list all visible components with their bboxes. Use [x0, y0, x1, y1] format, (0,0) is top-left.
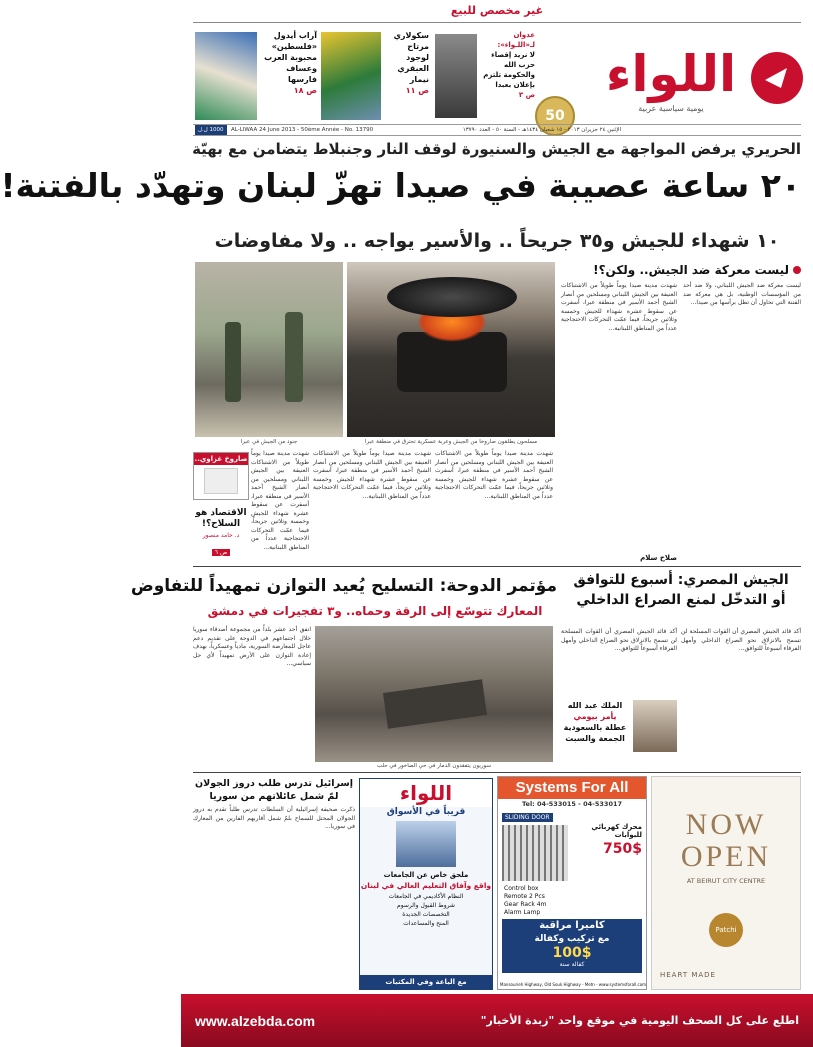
teaser-2-text [385, 30, 429, 96]
footer-site-link[interactable]: www.alzebda.com [195, 1012, 316, 1029]
israel-body: ذكرت صحيفة إسرائيلية أن السلطات تدرس طلباً تقدم به دروز الجولان المحتل للسماح بلمّ شمل أقاربهم الفارين من المعارك في سوريا... [193, 806, 355, 830]
teaser-2-page: ص ١١ [405, 86, 429, 95]
systems-ad-title: Systems For All [498, 777, 646, 799]
systems-camera-block [502, 919, 642, 973]
teaser-2-photo [321, 32, 381, 120]
saudi-line3: عطلة بالسعودية [563, 723, 627, 732]
teaser-3-line: «فلسطين» [271, 42, 317, 51]
systems-feature: Alarm Lamp [504, 909, 541, 916]
editorial-marker-icon [793, 266, 801, 274]
soldiers-photo [195, 262, 343, 437]
footer-promo: اطلع على كل الصحف اليومية في موقع واحد "زبدة الأخبار" [480, 1014, 799, 1027]
liwaa-ad-photo [396, 821, 456, 867]
israel-title2: لمّ شمل عائلاتهم من سوريا [209, 791, 339, 802]
systems-ad [497, 776, 647, 990]
camera-ad-price: 100$ [552, 945, 592, 961]
saudi-line2: يأمر بيومي [573, 712, 617, 721]
heartmade-text: HEART MADE [660, 971, 716, 979]
soldiers-photo-caption: جنود من الجيش في عبرا [240, 439, 298, 445]
liwaa-ad-item: النظام الأكاديمي في الجامعات [388, 893, 464, 900]
headline-kicker: الحريري يرفض المواجهة مع الجيش والسنيورة لوقف النار وجنبلاط يتضامن مع بهيّة [192, 140, 801, 158]
now-open-word1: NOW [685, 808, 767, 841]
teaser-3-line: وعساف [286, 64, 317, 73]
not-for-sale-banner [181, 4, 813, 20]
main-headline: ٢٠ ساعة عصيبة في صيدا تهزّ لبنان وتهدّد بالفتنة! [0, 166, 801, 205]
army-story-column-1: أكد قائد الجيش المصري أن القوات المسلحة لن تسمح بالانزلاق نحو الصراع الداخلي وأمهل الفرقاء أسبوعاً للتوافق... [681, 628, 801, 652]
teaser-1-page: ص ٣ [518, 91, 535, 99]
teaser-2-title: سكولاري [393, 31, 429, 40]
news-column-2: شهدت مدينة صيدا يوماً طويلاً من الاشتباكات العنيفة بين الجيش اللبناني ومسلحين من أنصار الشيخ أحمد الأسير في منطقة عبرا، أسفرت عن سقوط عشرة شهداء للجيش وخمسة وثلاثين جريحاً، فيما عمّت التحركات الاحتجاجية عدداً من المناطق اللبنانية... [313, 450, 431, 500]
dateline-bar [193, 124, 801, 136]
cartoon-title: صاروخ غزاوي.. [194, 455, 248, 463]
teaser-1-text [479, 30, 535, 100]
liwaa-ad-item: التخصصات الجديدة [402, 911, 450, 918]
editorial [561, 262, 801, 562]
now-open-word2: OPEN [680, 840, 772, 873]
systems-feature: Control box [504, 885, 539, 892]
logo-tagline: يومية سياسية عربية [638, 104, 704, 113]
liwaa-ad-item: المنح والمساعدات [403, 920, 449, 927]
israel-title: إسرائيل تدرس طلب دروز الجولان [195, 778, 353, 789]
teaser-2-line: نيمار [409, 75, 429, 84]
saudi-text [561, 700, 633, 756]
news-column-1: شهدت مدينة صيدا يوماً طويلاً من الاشتباكات العنيفة بين الجيش اللبناني ومسلحين من أنصار الشيخ أحمد الأسير في منطقة عبرا، أسفرت عن سقوط عشرة شهداء للجيش وخمسة وثلاثين جريحاً، فيما عمّت التحركات الاحتجاجية عدداً من المناطق اللبنانية... [435, 450, 553, 500]
teaser-3-photo [195, 32, 257, 120]
economy-title: الاقتصاد هو السلاح؟! [195, 508, 247, 529]
dateline-arabic: الإثنين ٢٤ حزيران ٢٠١٣ - ١٥ شعبان ١٤٣٤هـ - السنة ٥٠ - العدد ١٣٧٩٠ [462, 127, 621, 133]
camera-ad-note: كفالة سنة [559, 961, 585, 968]
liwaa-ad-item: شروط القبول والرسوم [397, 902, 455, 909]
editorial-byline: صلاح سلام [640, 554, 677, 562]
teaser-1-photo [435, 34, 477, 118]
cartoon-drawing [204, 468, 238, 494]
systems-ad-features [504, 885, 546, 917]
liwaa-ad [359, 778, 493, 990]
teaser-1-line: لا نريد إقصاء حزب الله [491, 51, 535, 69]
camera-ad-sub: مع تركيب وكفالة [534, 934, 610, 944]
economy-box [193, 508, 249, 564]
army-story-title2: أو التدخّل لمنع الصراع الداخلي [576, 592, 786, 608]
israel-story [193, 778, 355, 988]
teaser-3-title: آراب أيدول [273, 31, 317, 40]
now-open-ad [651, 776, 801, 990]
economy-page: ص ٦ [212, 549, 230, 556]
army-story [561, 572, 801, 624]
dateline-latin: AL-LIWAA 24 June 2013 - 50ème Année - No. 13790 [231, 127, 374, 133]
camera-ad-title: كاميرا مراقبة [539, 920, 605, 931]
footer-banner [181, 994, 813, 1047]
logo-wordmark: اللواء [605, 45, 737, 103]
doha-headline: مؤتمر الدوحة: التسليح يُعيد التوازن تمهيداً للتفاوض [130, 576, 557, 596]
editorial-body: ليست معركة ضد الجيش اللبناني، ولا ضد أحد من المؤسسات الوطنية، بل هي معركة ضد الفتنة التي تحاول أن تطل برأسها من صيدا... [683, 282, 801, 306]
patchi-name: Patchi [715, 926, 737, 934]
saudi-line1: الملك عبد الله [567, 701, 623, 710]
army-story-title: الجيش المصري: أسبوع للتوافق [573, 572, 789, 588]
headline-sub: ١٠ شهداء للجيش و٣٥ جريحاً .. والأسير يواجه .. ولا مفاوضات [214, 230, 780, 252]
teaser-3-line: فارسها [288, 75, 317, 84]
systems-feature: Remote 2 Pcs [504, 893, 545, 900]
now-open-location: AT BEIRUT CITY CENTRE [686, 877, 766, 885]
anniversary-number: 50 [545, 108, 565, 124]
liwaa-ad-tagline: قريباً في الأسواق [386, 807, 466, 817]
teaser-2-line: العبقري [397, 64, 429, 73]
cartoon-box [193, 452, 249, 500]
doha-column: اتفق أحد عشر بلداً من مجموعة أصدقاء سوريا خلال اجتماعهم في الدوحة على تقديم دعم عاجل للمعارضة السورية، مادياً وعسكرياً، بهدف إعادة التوازن على الأرض تمهيداً لأي حل سياسي... [193, 626, 311, 667]
liwaa-ad-sub: ملحق خاص عن الجامعات [383, 871, 469, 879]
teaser-2-line: مرتاح [407, 42, 429, 51]
patchi-logo [709, 913, 743, 947]
tank-photo-caption: مسلحون يطلقون صاروخا من الجيش وعربة عسكرية تحترق في منطقة عبرا [364, 439, 538, 445]
systems-feature: Gear Rack 4m [504, 901, 547, 908]
teaser-1-title: عدوان لـ«اللـواء»: [497, 31, 535, 49]
masthead-logo [581, 30, 805, 120]
editorial-header [561, 262, 801, 278]
teaser-2-line: لوجود [406, 53, 429, 62]
not-for-sale-text: غير مخصص للبيع [450, 4, 544, 17]
doha-subheadline: المعارك تتوسّع إلى الرقة وحماه.. و٣ تفجيرات في دمشق [207, 604, 543, 618]
army-story-column-2: أكد قائد الجيش المصري أن القوات المسلحة لن تسمح بالانزلاق نحو الصراع الداخلي وأمهل الفرقاء أسبوعاً للتوافق... [561, 628, 677, 652]
price: 1000 ل.ل [195, 125, 227, 135]
economy-author: د. حامد منصور [202, 532, 240, 539]
damascus-photo-caption: سوريون يتفقدون الدمار في حي الصاخور في حلب [376, 763, 492, 769]
liwaa-ad-bottom: مع الباعة وفي المكتبات [360, 975, 492, 989]
saudi-box [561, 700, 677, 756]
teaser-3-page: ص ١٨ [293, 86, 317, 95]
saudi-line4: الجمعة والسبت [565, 734, 625, 743]
teaser-1 [435, 30, 535, 122]
systems-ad-gate: SLIDING DOOR [502, 813, 553, 822]
teaser-1-line: والحكومة تلتزم بإعلان بعبدا [483, 71, 535, 89]
tank-photo [347, 262, 555, 437]
teaser-3-text [261, 30, 317, 96]
editorial-body-col2: شهدت مدينة صيدا يوماً طويلاً من الاشتباكات العنيفة بين الجيش اللبناني ومسلحين من أنصار الشيخ أحمد الأسير في منطقة عبرا، أسفرت عن سقوط عشرة شهداء للجيش وخمسة وثلاثين جريحاً، فيما عمّت التحركات الاحتجاجية عدداً من المناطق اللبنانية... [561, 282, 677, 332]
liwaa-ad-logo: اللواء [360, 779, 492, 807]
systems-ad-phone: Tel: 04-533015 - 04-533017 [521, 800, 623, 808]
systems-ad-gate-image [502, 825, 568, 881]
damascus-photo [315, 626, 553, 762]
news-column-3: شهدت مدينة صيدا يوماً طويلاً من الاشتباكات العنيفة بين الجيش اللبناني ومسلحين من أنصار الشيخ أحمد الأسير في منطقة عبرا، أسفرت عن سقوط عشرة شهداء للجيش وخمسة وثلاثين جريحاً، فيما عمّت التحركات الاحتجاجية عدداً من المناطق اللبنانية... [251, 450, 309, 551]
teaser-3 [195, 30, 317, 122]
editorial-title: ليست معركة ضد الجيش.. ولكن؟! [593, 263, 789, 277]
systems-ad-price: 750$ [603, 841, 642, 857]
teaser-3-line: محبوبة العرب [264, 53, 317, 62]
teaser-2 [321, 30, 429, 122]
systems-ad-line: محرك كهربائي للبوابات [591, 823, 642, 839]
systems-ad-address: Mansourieh Highway, Old Souk Highway - Metn - www.systemsforall.com [500, 982, 647, 987]
king-photo [633, 700, 677, 752]
liwaa-ad-heading: واقع وآفاق التعليم العالي في لبنان [360, 881, 492, 890]
